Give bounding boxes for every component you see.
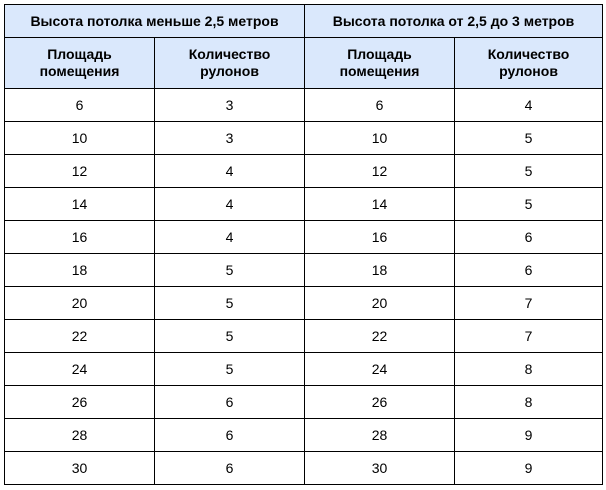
cell-rolls-high: 8: [455, 386, 603, 419]
cell-rolls-low: 5: [155, 320, 305, 353]
group-header-high-ceiling: Высота потолка от 2,5 до 3 метров: [305, 5, 603, 38]
cell-area-low: 24: [5, 353, 155, 386]
cell-rolls-low: 6: [155, 419, 305, 452]
table-row: [5, 188, 603, 221]
column-header-rolls-high: [455, 38, 603, 89]
cell-area-low: 18: [5, 254, 155, 287]
table-row: [5, 452, 603, 485]
cell-rolls-high: 8: [455, 353, 603, 386]
table-row: [5, 353, 603, 386]
table-row: [5, 287, 603, 320]
cell-area-high: 30: [305, 452, 455, 485]
cell-rolls-high: 5: [455, 188, 603, 221]
cell-rolls-high: 7: [455, 320, 603, 353]
cell-area-low: 14: [5, 188, 155, 221]
cell-rolls-low: 4: [155, 221, 305, 254]
table-body: [5, 89, 603, 485]
column-header-text: Количество: [188, 46, 271, 62]
column-header-text: Площадь: [47, 46, 112, 62]
group-header-row: [5, 5, 603, 38]
cell-area-low: 20: [5, 287, 155, 320]
cell-rolls-low: 3: [155, 89, 305, 122]
cell-area-low: 10: [5, 122, 155, 155]
column-header-area-high: [305, 38, 455, 89]
table-row: [5, 122, 603, 155]
cell-area-high: 10: [305, 122, 455, 155]
cell-rolls-high: 6: [455, 254, 603, 287]
table-row: [5, 89, 603, 122]
cell-area-high: 24: [305, 353, 455, 386]
cell-area-high: 26: [305, 386, 455, 419]
table-row: [5, 419, 603, 452]
cell-rolls-low: 6: [155, 386, 305, 419]
column-header-text: Количество: [487, 46, 570, 62]
cell-rolls-low: 5: [155, 287, 305, 320]
column-header-text: Площадь: [347, 46, 412, 62]
cell-rolls-low: 5: [155, 254, 305, 287]
cell-rolls-high: 5: [455, 122, 603, 155]
table-row: [5, 386, 603, 419]
column-header-area-low: [5, 38, 155, 89]
cell-rolls-low: 6: [155, 452, 305, 485]
table-row: [5, 320, 603, 353]
cell-rolls-low: 4: [155, 155, 305, 188]
cell-rolls-low: 4: [155, 188, 305, 221]
cell-area-low: 30: [5, 452, 155, 485]
column-header-text: рулонов: [200, 63, 259, 79]
cell-area-high: 14: [305, 188, 455, 221]
column-header-text: рулонов: [499, 63, 558, 79]
table-row: [5, 221, 603, 254]
column-header-rolls-low: [155, 38, 305, 89]
cell-rolls-high: 7: [455, 287, 603, 320]
cell-rolls-high: 5: [455, 155, 603, 188]
cell-area-low: 22: [5, 320, 155, 353]
group-header-low-ceiling: Высота потолка меньше 2,5 метров: [5, 5, 305, 38]
cell-area-high: 16: [305, 221, 455, 254]
column-header-row: [5, 38, 603, 89]
table-header: [5, 5, 603, 89]
cell-rolls-high: 4: [455, 89, 603, 122]
cell-area-high: 20: [305, 287, 455, 320]
cell-rolls-high: 6: [455, 221, 603, 254]
cell-area-low: 16: [5, 221, 155, 254]
cell-area-low: 12: [5, 155, 155, 188]
cell-rolls-low: 3: [155, 122, 305, 155]
table-row: [5, 155, 603, 188]
table-row: [5, 254, 603, 287]
cell-area-low: 6: [5, 89, 155, 122]
cell-area-high: 12: [305, 155, 455, 188]
column-header-text: помещения: [39, 63, 120, 79]
column-header-text: помещения: [339, 63, 420, 79]
cell-area-high: 18: [305, 254, 455, 287]
cell-area-low: 28: [5, 419, 155, 452]
cell-area-high: 6: [305, 89, 455, 122]
wallpaper-rolls-table: [4, 4, 603, 485]
table-container: [4, 4, 603, 485]
cell-rolls-low: 5: [155, 353, 305, 386]
cell-area-low: 26: [5, 386, 155, 419]
cell-area-high: 28: [305, 419, 455, 452]
cell-area-high: 22: [305, 320, 455, 353]
cell-rolls-high: 9: [455, 452, 603, 485]
cell-rolls-high: 9: [455, 419, 603, 452]
